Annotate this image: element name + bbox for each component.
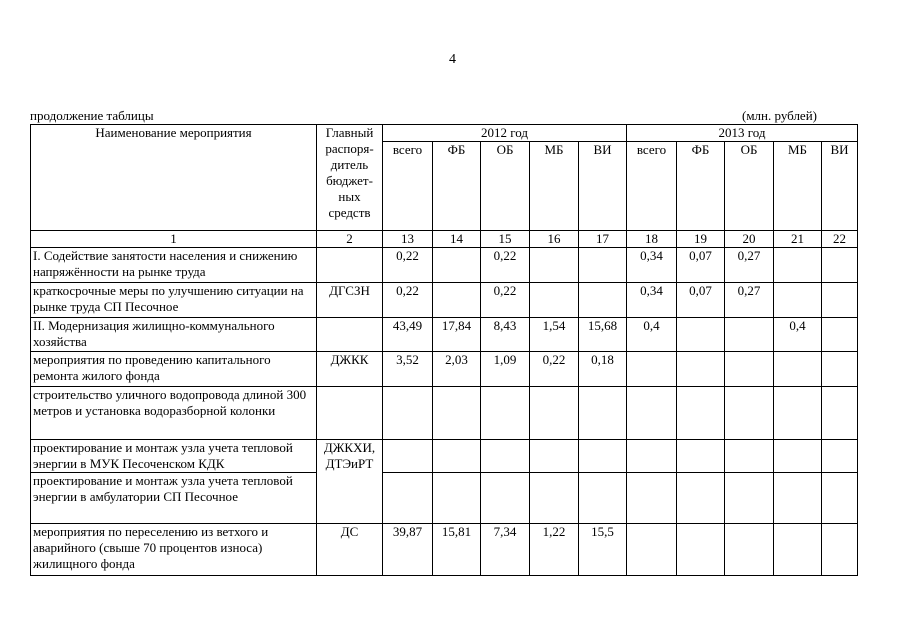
header-manager: Главный распоря-дитель бюджет-ных средств xyxy=(317,125,383,231)
table-row xyxy=(31,352,858,387)
table-row xyxy=(31,387,858,440)
subheader-ob-2012: ОБ xyxy=(481,142,530,231)
cell-value xyxy=(383,387,433,440)
cell-value: 39,87 xyxy=(383,524,433,576)
cell-value xyxy=(530,283,579,318)
table-row xyxy=(31,283,858,318)
row-name: строительство уличного водопровода длиной 300 метров и установка водоразборной колонки xyxy=(31,387,317,440)
row-name: мероприятия по проведению капитального ремонта жилого фонда xyxy=(31,352,317,387)
cell-value xyxy=(481,473,530,524)
cell-value: 0,4 xyxy=(627,318,677,352)
cell-value xyxy=(677,473,725,524)
cell-value: 1,09 xyxy=(481,352,530,387)
budget-table xyxy=(30,124,858,576)
row-manager: ДГСЗН xyxy=(317,283,383,318)
column-number: 16 xyxy=(530,231,579,248)
column-number: 17 xyxy=(579,231,627,248)
column-number: 19 xyxy=(677,231,725,248)
cell-value: 0,34 xyxy=(627,248,677,283)
column-number: 21 xyxy=(774,231,822,248)
cell-value: 0,4 xyxy=(774,318,822,352)
cell-value xyxy=(383,440,433,473)
cell-value xyxy=(530,387,579,440)
cell-value: 1,22 xyxy=(530,524,579,576)
cell-value xyxy=(725,352,774,387)
row-name: I. Содействие занятости населения и снижению напряжённости на рынке труда xyxy=(31,248,317,283)
cell-value xyxy=(774,352,822,387)
cell-value xyxy=(579,440,627,473)
units-caption: (млн. рублей) xyxy=(742,108,817,123)
subheader-mb-2013: МБ xyxy=(774,142,822,231)
cell-value: 15,68 xyxy=(579,318,627,352)
cell-value xyxy=(579,387,627,440)
subheader-fb-2012: ФБ xyxy=(433,142,481,231)
row-name: II. Модернизация жилищно-коммунального хозяйства xyxy=(31,318,317,352)
subheader-total-2013: всего xyxy=(627,142,677,231)
cell-value xyxy=(822,248,858,283)
cell-value xyxy=(627,473,677,524)
cell-value: 1,54 xyxy=(530,318,579,352)
table-row xyxy=(31,524,858,576)
cell-value: 3,52 xyxy=(383,352,433,387)
cell-value xyxy=(677,440,725,473)
cell-value xyxy=(725,318,774,352)
subheader-total-2012: всего xyxy=(383,142,433,231)
cell-value xyxy=(579,473,627,524)
cell-value: 0,07 xyxy=(677,248,725,283)
row-manager xyxy=(317,387,383,440)
cell-value xyxy=(725,440,774,473)
cell-value xyxy=(530,248,579,283)
cell-value xyxy=(481,440,530,473)
row-manager: ДС xyxy=(317,524,383,576)
header-year-2013: 2013 год xyxy=(627,125,858,142)
cell-value xyxy=(725,524,774,576)
cell-value xyxy=(481,387,530,440)
cell-value xyxy=(530,473,579,524)
page-number: 4 xyxy=(449,52,456,67)
cell-value xyxy=(433,440,481,473)
cell-value: 0,18 xyxy=(579,352,627,387)
table-row xyxy=(31,473,858,524)
cell-value: 0,22 xyxy=(383,283,433,318)
cell-value xyxy=(725,473,774,524)
subheader-fb-2013: ФБ xyxy=(677,142,725,231)
cell-value xyxy=(822,387,858,440)
column-number: 1 xyxy=(31,231,317,248)
cell-value xyxy=(677,387,725,440)
row-manager xyxy=(317,248,383,283)
cell-value: 2,03 xyxy=(433,352,481,387)
column-number: 15 xyxy=(481,231,530,248)
cell-value xyxy=(822,473,858,524)
subheader-vi-2013: ВИ xyxy=(822,142,858,231)
cell-value: 17,84 xyxy=(433,318,481,352)
table-row xyxy=(31,440,858,473)
cell-value xyxy=(433,248,481,283)
column-number: 13 xyxy=(383,231,433,248)
cell-value xyxy=(774,524,822,576)
cell-value: 0,27 xyxy=(725,248,774,283)
cell-value xyxy=(627,352,677,387)
cell-value xyxy=(433,283,481,318)
column-number: 20 xyxy=(725,231,774,248)
cell-value xyxy=(627,440,677,473)
row-name: краткосрочные меры по улучшению ситуации на рынке труда СП Песочное xyxy=(31,283,317,318)
cell-value xyxy=(822,524,858,576)
cell-value xyxy=(774,387,822,440)
table-continuation-caption: продолжение таблицы xyxy=(30,108,154,123)
row-name: мероприятия по переселению из ветхого и аварийного (свыше 70 процентов износа) жилищного фонда xyxy=(31,524,317,576)
cell-value xyxy=(579,283,627,318)
cell-value xyxy=(627,387,677,440)
cell-value xyxy=(822,283,858,318)
cell-value xyxy=(677,352,725,387)
cell-value: 0,22 xyxy=(383,248,433,283)
column-number: 22 xyxy=(822,231,858,248)
cell-value: 15,81 xyxy=(433,524,481,576)
header-year-2012: 2012 год xyxy=(383,125,627,142)
cell-value xyxy=(627,524,677,576)
row-manager: ДЖКХИ, ДТЭиРТ xyxy=(317,440,383,524)
cell-value: 8,43 xyxy=(481,318,530,352)
cell-value xyxy=(677,524,725,576)
cell-value: 15,5 xyxy=(579,524,627,576)
cell-value xyxy=(383,473,433,524)
cell-value xyxy=(725,387,774,440)
cell-value xyxy=(433,387,481,440)
cell-value xyxy=(774,473,822,524)
cell-value xyxy=(774,283,822,318)
cell-value xyxy=(433,473,481,524)
cell-value: 0,27 xyxy=(725,283,774,318)
subheader-vi-2012: ВИ xyxy=(579,142,627,231)
cell-value: 43,49 xyxy=(383,318,433,352)
cell-value: 0,22 xyxy=(481,248,530,283)
column-number-row xyxy=(31,231,858,248)
cell-value xyxy=(530,440,579,473)
subheader-ob-2013: ОБ xyxy=(725,142,774,231)
cell-value: 0,22 xyxy=(530,352,579,387)
row-name: проектирование и монтаж узла учета тепловой энергии в МУК Песоченском КДК xyxy=(31,440,317,473)
column-number: 2 xyxy=(317,231,383,248)
cell-value xyxy=(822,352,858,387)
cell-value xyxy=(677,318,725,352)
cell-value xyxy=(774,248,822,283)
row-manager xyxy=(317,318,383,352)
column-number: 18 xyxy=(627,231,677,248)
cell-value: 0,34 xyxy=(627,283,677,318)
cell-value xyxy=(822,440,858,473)
cell-value: 0,22 xyxy=(481,283,530,318)
cell-value: 0,07 xyxy=(677,283,725,318)
subheader-mb-2012: МБ xyxy=(530,142,579,231)
cell-value xyxy=(822,318,858,352)
cell-value xyxy=(774,440,822,473)
row-name: проектирование и монтаж узла учета тепловой энергии в амбулатории СП Песочное xyxy=(31,473,317,524)
cell-value xyxy=(579,248,627,283)
cell-value: 7,34 xyxy=(481,524,530,576)
header-name: Наименование мероприятия xyxy=(31,125,317,231)
row-manager: ДЖКК xyxy=(317,352,383,387)
table-row xyxy=(31,318,858,352)
table-row xyxy=(31,248,858,283)
column-number: 14 xyxy=(433,231,481,248)
